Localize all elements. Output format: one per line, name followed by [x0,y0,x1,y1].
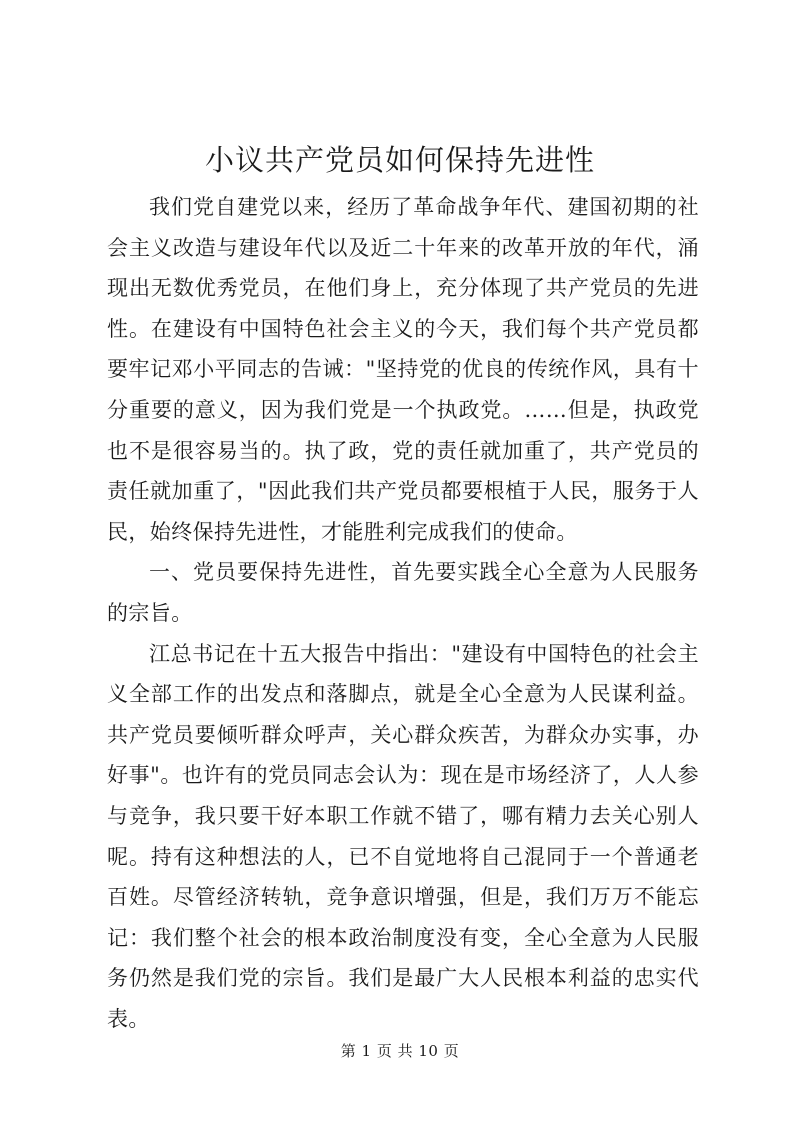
paragraph-quote: 江总书记在十五大报告中指出："建设有中国特色的社会主义全部工作的出发点和落脚点，就是全心全意为人民谋利益。共产党员要倾听群众呼声，关心群众疾苦，为群众办实事，办好事"。也许有的党员同志会认为：现在是市场经济了，人人参与竞争，我只要干好本职工作就不错了，哪有精力去关心别人呢。持有这种想法的人，已不自觉地将自己混同于一个普通老百姓。尽管经济转轨，竞争意识增强，但是，我们万万不能忘记：我们整个社会的根本政治制度没有变，全心全意为人民服务仍然是我们党的宗旨。我们是最广大人民根本利益的忠实代表。 [107,641,699,1031]
document-body [107,187,699,1039]
page-title: 小议共产党员如何保持先进性 [204,143,595,177]
page-footer: 第 1 页 共 10 页 [340,1042,460,1060]
paragraph-section-heading: 一、党员要保持先进性，首先要实践全心全意为人民服务的宗旨。 [107,560,699,625]
paragraph-intro: 我们党自建党以来，经历了革命战争年代、建国初期的社会主义改造与建设年代以及近二十年来的改革开放的年代，涌现出无数优秀党员，在他们身上，充分体现了共产党员的先进性。在建设有中国特色社会主义的今天，我们每个共产党员都要牢记邓小平同志的告诫："坚持党的优良的传统作风，具有十分重要的意义，因为我们党是一个执政党。……但是，执政党也不是很容易当的。执了政，党的责任就加重了，共产党员的责任就加重了，"因此我们共产党员都要根植于人民，服务于人民，始终保持先进性，才能胜利完成我们的使命。 [107,195,699,544]
